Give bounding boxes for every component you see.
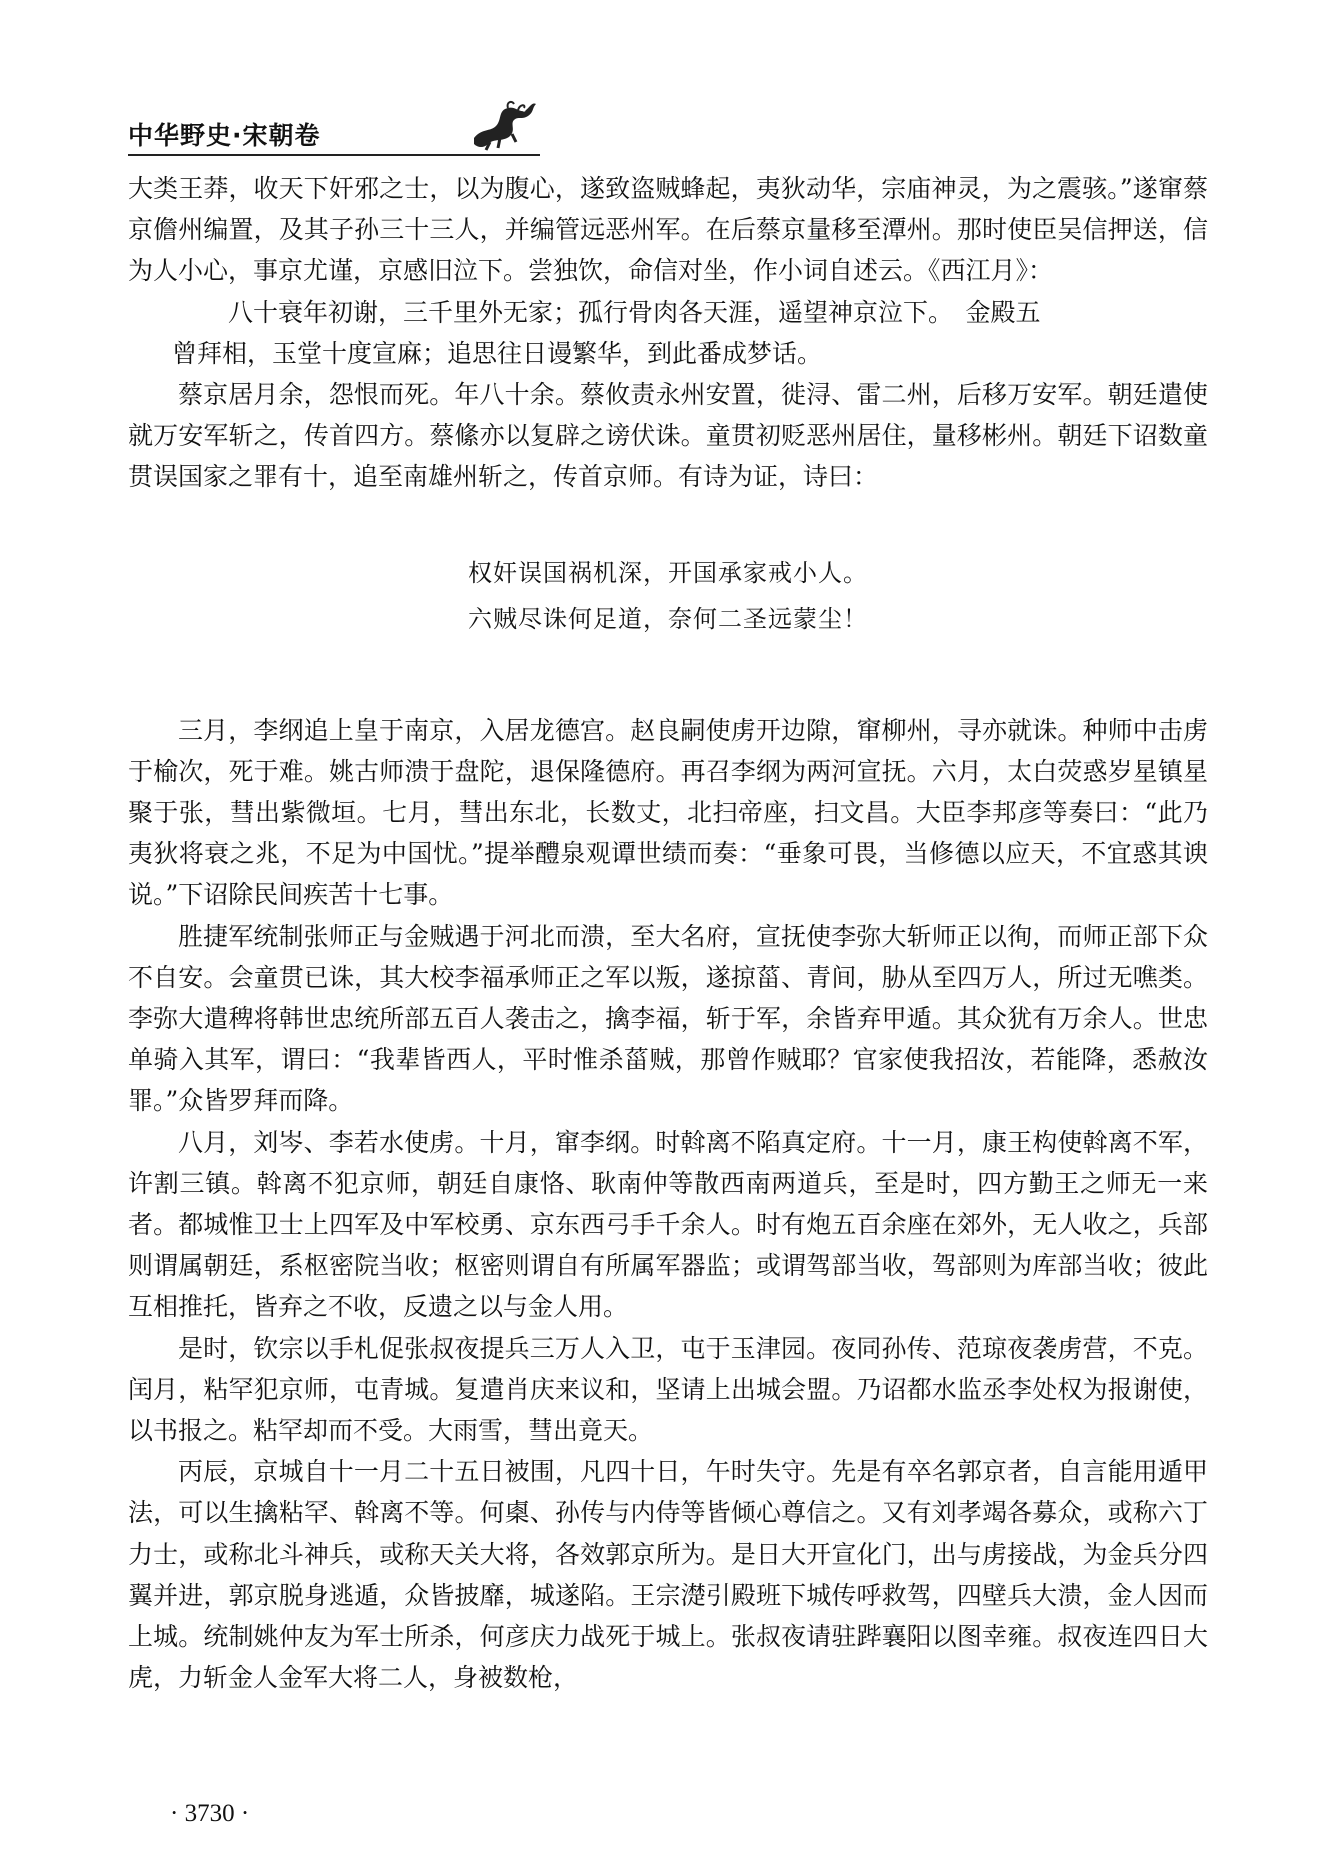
page-number: · 3730 · bbox=[170, 1800, 250, 1827]
header-rule bbox=[128, 154, 540, 156]
poem-line-2: 六贼尽诛何足道，奈何二圣远蒙尘！ bbox=[468, 604, 868, 633]
book-title: 中华野史·宋朝卷 bbox=[128, 121, 321, 150]
running-header bbox=[128, 96, 540, 156]
ci-verse-line-1: 八十衰年初谢，三千里外无家；孤行骨肉各天涯，遥望神京泣下。 金殿五 bbox=[228, 297, 1041, 327]
paragraph-4: 胜捷军统制张师正与金贼遇于河北而溃，至大名府，宣抚使李弥大斩师正以徇，而师正部下众不自安。会童贯已诛，其大校李福承师正之军以叛，遂掠菑、青间，胁从至四万人，所过无噍类。李弥大遣稗将韩世忠统所部五百人袭击之，擒李福，斩于军，余皆弃甲遁。其众犹有万余人。世忠单骑入其军，谓曰：“我辈皆西人，平时惟杀菑贼，那曾作贼耶？官家使我招汝，若能降，悉赦汝罪。”众皆罗拜而降。 bbox=[128, 921, 1208, 1116]
paragraph-6: 是时，钦宗以手札促张叔夜提兵三万人入卫，屯于玉津园。夜同孙传、范琼夜袭虏营，不克。闰月，粘罕犯京师，屯青城。复遣肖庆来议和，坚请上出城会盟。乃诏都水监丞李处权为报谢使，以书报之。粘罕却而不受。大雨雪，彗出竟天。 bbox=[128, 1333, 1208, 1446]
dragon-icon bbox=[468, 98, 540, 152]
paragraph-2: 蔡京居月余，怨恨而死。年八十余。蔡攸责永州安置，徙浔、雷二州，后移万安军。朝廷遣使就万安军斩之，传首四方。蔡絛亦以复辟之谤伏诛。童贯初贬恶州居住，量移彬州。朝廷下诏数童贯误国家之罪有十，追至南雄州斩之，传首京师。有诗为证，诗曰： bbox=[128, 380, 1208, 492]
ci-verse-line-2: 曾拜相，玉堂十度宣麻；追思往日谩繁华，到此番成梦话。 bbox=[172, 338, 823, 368]
paragraph-3: 三月，李纲追上皇于南京，入居龙德宫。赵良嗣使虏开边隙，窜柳州，寻亦就诛。种师中击虏于榆次，死于难。姚古师溃于盘陀，退保隆德府。再召李纲为两河宣抚。六月，太白荧惑岁星镇星聚于张，彗出紫微垣。七月，彗出东北，长数丈，北扫帝座，扫文昌。大臣李邦彦等奏曰：“此乃夷狄将衰之兆，不足为中国忧。”提举醴泉观谭世绩而奏：“垂象可畏，当修德以应天，不宜惑其谀说。”下诏除民间疾苦十七事。 bbox=[128, 715, 1208, 910]
poem bbox=[128, 550, 1208, 642]
paragraph-1: 大类王莽，收天下奸邪之士，以为腹心，遂致盗贼蜂起，夷狄动华，宗庙神灵，为之震骇。”遂窜蔡京儋州编置，及其子孙三十三人，并编管远恶州军。在后蔡京量移至潭州。那时使臣吴信押送，信为人小心，事京尤谨，京感旧泣下。尝独饮，命信对坐，作小词自述云。《西江月》： bbox=[128, 174, 1208, 286]
paragraph-7: 丙辰，京城自十一月二十五日被围，凡四十日，午时失守。先是有卒名郭京者，自言能用遁甲法，可以生擒粘罕、斡离不等。何㮚、孙传与内侍等皆倾心尊信之。又有刘孝竭各募众，或称六丁力士，或称北斗神兵，或称天关大将，各效郭京所为。是日大开宣化门，出与虏接战，为金兵分四翼并进，郭京脱身逃遁，众皆披靡，城遂陷。王宗濋引殿班下城传呼救驾，四壁兵大溃，金人因而上城。统制姚仲友为军士所杀，何彦庆力战死于城上。张叔夜请驻跸襄阳以图幸雍。叔夜连四日大虎，力斩金人金军大将二人，身被数枪， bbox=[128, 1457, 1208, 1693]
paragraph-5: 八月，刘岑、李若水使虏。十月，窜李纲。时斡离不陷真定府。十一月，康王构使斡离不军，许割三镇。斡离不犯京师，朝廷自康恪、耿南仲等散西南两道兵，至是时，四方勤王之师无一来者。都城惟卫士上四军及中军校勇、京东西弓手千余人。时有炮五百余座在郊外，无人收之，兵部则谓属朝廷，系枢密院当收；枢密则谓自有所属军器监；或谓驾部当收，驾部则为库部当收；彼此互相推托，皆弃之不收，反遗之以与金人用。 bbox=[128, 1127, 1208, 1322]
poem-line-1: 权奸误国祸机深，开国承家戒小人。 bbox=[468, 558, 868, 587]
page-body bbox=[128, 168, 1208, 1699]
